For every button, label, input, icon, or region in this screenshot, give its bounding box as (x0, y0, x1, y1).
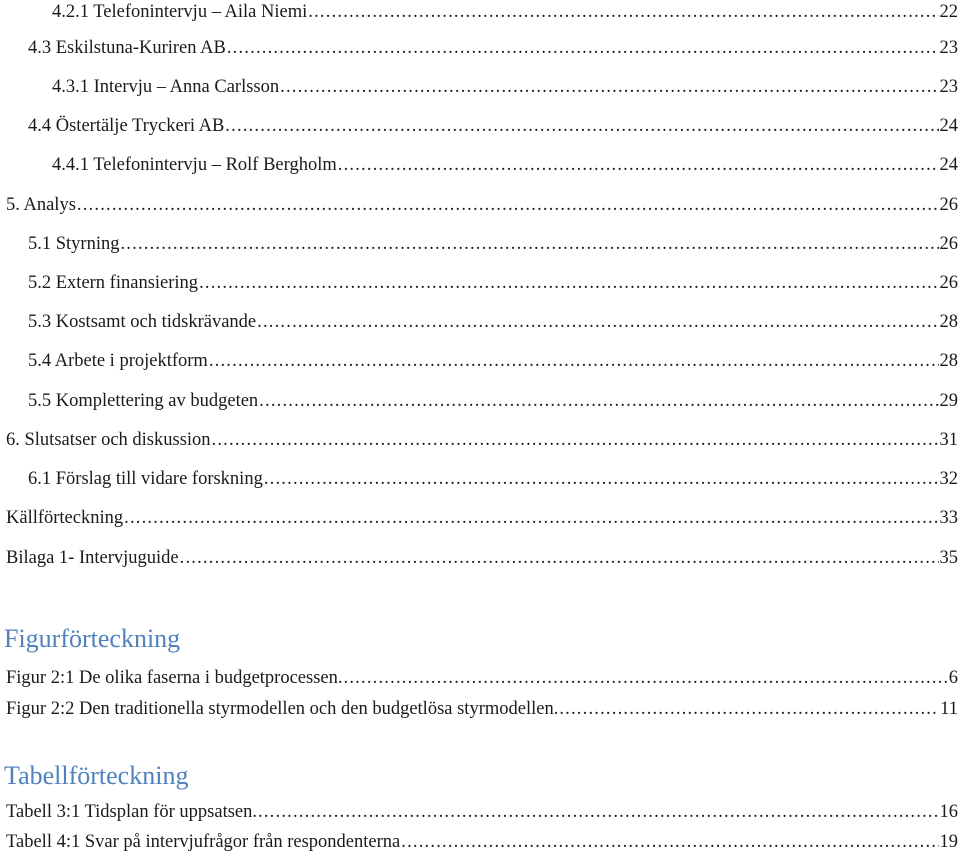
figure-entry[interactable] (6, 666, 958, 690)
toc-entry[interactable] (28, 467, 958, 491)
toc-entry-title: 6. Slutsatser och diskussion (6, 430, 211, 450)
toc-leader-dots (225, 114, 938, 138)
toc-entry-page: 32 (939, 469, 958, 489)
table-entry-title: Tabell 3:1 Tidsplan för uppsatsen. (6, 802, 258, 822)
toc-leader-dots (227, 36, 939, 60)
toc-entry-title: 5.3 Kostsamt och tidskrävande (28, 312, 257, 332)
toc-leader-dots (259, 389, 938, 413)
toc-leader-dots (120, 232, 938, 256)
toc-entry[interactable] (28, 114, 958, 138)
toc-entry-title: 6.1 Förslag till vidare forskning (28, 469, 263, 489)
toc-entry-page: 24 (939, 116, 958, 136)
toc-entry[interactable] (28, 310, 958, 334)
toc-entry-title: 4.3.1 Intervju – Anna Carlsson (52, 77, 280, 97)
toc-entry-page: 26 (939, 195, 958, 215)
figure-entry[interactable] (6, 697, 958, 721)
toc-entry[interactable] (6, 546, 958, 570)
toc-leader-dots (401, 830, 938, 854)
toc-leader-dots (180, 546, 939, 570)
toc-entry-title: 5.4 Arbete i projektform (28, 351, 208, 371)
toc-entry-page: 23 (939, 38, 958, 58)
toc-entry[interactable] (52, 75, 958, 99)
toc-entry[interactable] (6, 428, 958, 452)
toc-entry[interactable] (6, 193, 958, 217)
toc-entry-title: Bilaga 1- Intervjuguide (6, 548, 179, 568)
table-entry-title: Tabell 4:1 Svar på intervjufrågor från respondenterna (6, 832, 401, 852)
toc-leader-dots (257, 310, 938, 334)
toc-leader-dots (344, 666, 948, 690)
toc-entry[interactable] (28, 271, 958, 295)
table-entry-page: 16 (939, 802, 958, 822)
toc-entry-title: 5. Analys (6, 195, 76, 215)
toc-leader-dots (209, 349, 939, 373)
toc-entry-page: 28 (939, 312, 958, 332)
toc-entry-title: 5.1 Styrning (28, 234, 120, 254)
toc-leader-dots (199, 271, 938, 295)
toc-entry-page: 26 (939, 234, 958, 254)
toc-entry-page: 35 (939, 548, 958, 568)
toc-leader-dots (212, 428, 939, 452)
toc-entry[interactable] (28, 232, 958, 256)
table-entry[interactable] (6, 800, 958, 824)
figure-entry-page: 11 (940, 699, 958, 719)
toc-entry-title: Källförteckning (6, 508, 124, 528)
toc-entry-title: 4.4.1 Telefonintervju – Rolf Bergholm (52, 155, 337, 175)
figures-heading: Figurförteckning (4, 624, 181, 653)
toc-entry[interactable] (28, 389, 958, 413)
toc-entry-title: 5.5 Komplettering av budgeten (28, 391, 259, 411)
toc-entry[interactable] (52, 153, 958, 177)
toc-leader-dots (559, 697, 939, 721)
toc-leader-dots (258, 800, 938, 824)
toc-entry-page: 29 (939, 391, 958, 411)
figure-entry-title: Figur 2:1 De olika faserna i budgetprocessen. (6, 668, 343, 688)
table-entry[interactable] (6, 830, 958, 854)
toc-leader-dots (77, 193, 939, 217)
figure-entry-title: Figur 2:2 Den traditionella styrmodellen och den budgetlösa styrmodellen. (6, 699, 559, 719)
toc-entry[interactable] (28, 36, 958, 60)
toc-entry-page: 22 (939, 2, 958, 22)
toc-entry-page: 23 (939, 77, 958, 97)
toc-entry[interactable] (52, 0, 958, 24)
toc-entry[interactable] (6, 506, 958, 530)
toc-leader-dots (338, 153, 939, 177)
toc-entry-page: 26 (939, 273, 958, 293)
toc-entry[interactable] (28, 349, 958, 373)
toc-leader-dots (264, 467, 939, 491)
figure-entry-page: 6 (948, 668, 958, 688)
toc-entry-title: 4.2.1 Telefonintervju – Aila Niemi (52, 2, 308, 22)
table-entry-page: 19 (939, 832, 958, 852)
toc-entry-page: 28 (939, 351, 958, 371)
toc-leader-dots (280, 75, 938, 99)
toc-entry-page: 31 (939, 430, 958, 450)
toc-entry-page: 24 (939, 155, 958, 175)
toc-leader-dots (308, 0, 938, 24)
toc-entry-title: 4.3 Eskilstuna-Kuriren AB (28, 38, 226, 58)
toc-entry-title: 5.2 Extern finansiering (28, 273, 199, 293)
toc-leader-dots (124, 506, 938, 530)
toc-entry-title: 4.4 Östertälje Tryckeri AB (28, 116, 225, 136)
toc-entry-page: 33 (939, 508, 958, 528)
tables-heading: Tabellförteckning (4, 761, 189, 790)
